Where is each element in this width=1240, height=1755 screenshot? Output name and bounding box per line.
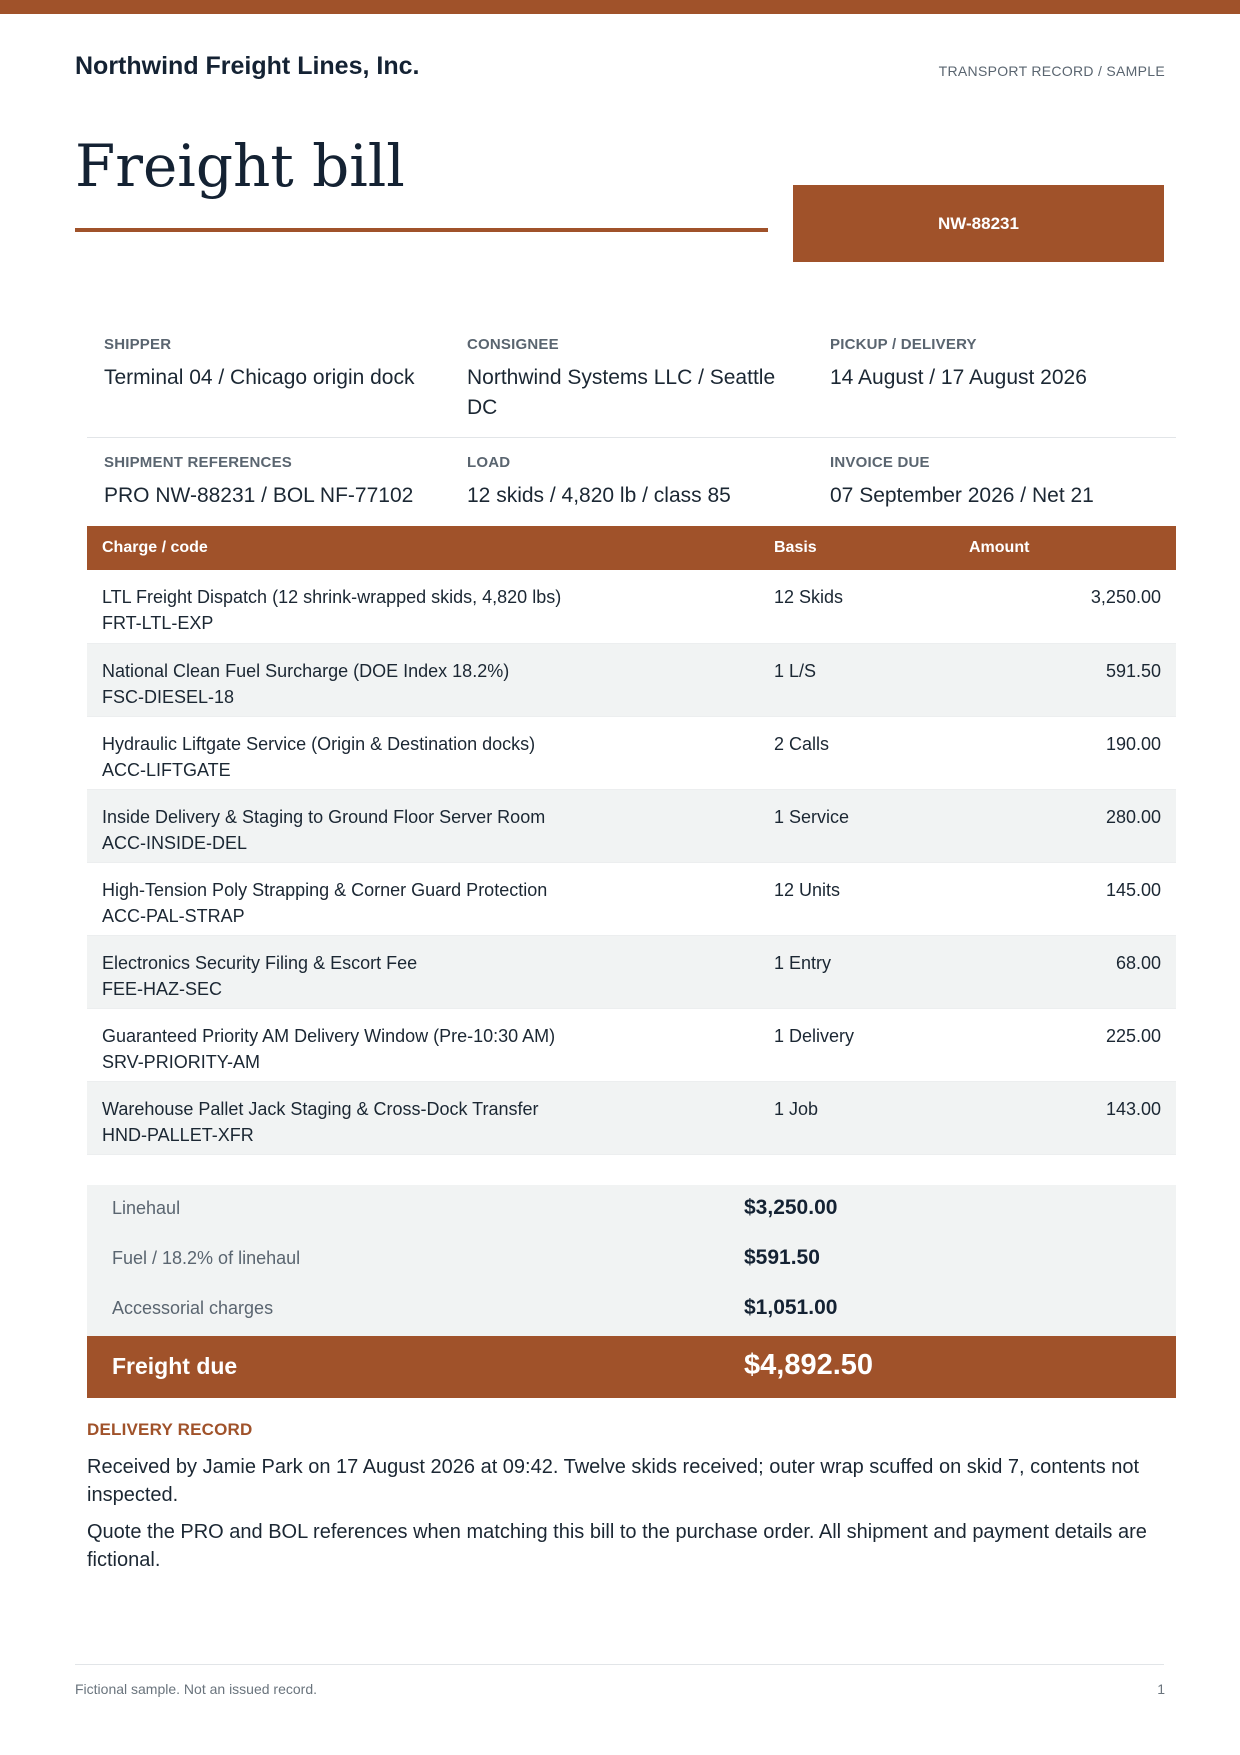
shipper-cell — [87, 336, 450, 423]
charge-code: SRV-PRIORITY-AM — [102, 1051, 261, 1072]
amount-cell: 143.00 — [954, 1081, 1176, 1154]
amount-cell: 225.00 — [954, 1008, 1176, 1081]
consignee-label: CONSIGNEE — [467, 336, 559, 353]
charge-description: LTL Freight Dispatch (12 shrink-wrapped skids, 4,820 lbs) — [102, 587, 562, 607]
page-number: 1 — [1157, 1681, 1165, 1697]
basis-cell: 1 Service — [759, 789, 954, 862]
pickup-value: 14 August / 17 August 2026 — [830, 366, 1087, 389]
page-title: Freight bill — [75, 132, 405, 200]
pro-number: NW-88231 — [938, 213, 1019, 233]
charge-code: ACC-INSIDE-DEL — [102, 832, 248, 853]
invoice-due-label: INVOICE DUE — [830, 454, 930, 471]
company-name: Northwind Freight Lines, Inc. — [75, 52, 420, 80]
title-rule — [75, 228, 768, 232]
shipment-info-row-2 — [87, 454, 1176, 511]
charge-code: ACC-PAL-STRAP — [102, 905, 245, 926]
totals-panel — [87, 1185, 1176, 1336]
amount-cell: 68.00 — [954, 935, 1176, 1008]
footer-note: Fictional sample. Not an issued record. — [75, 1681, 317, 1697]
refs-cell — [87, 454, 450, 511]
charge-cell — [87, 570, 759, 643]
amount-cell: 591.50 — [954, 643, 1176, 716]
consignee-value: Northwind Systems LLC / Seattle DC — [467, 366, 776, 419]
load-value: 12 skids / 4,820 lb / class 85 — [467, 484, 731, 507]
charge-cell — [87, 789, 759, 862]
table-row — [87, 935, 1176, 1008]
charge-cell — [87, 716, 759, 789]
charge-cell — [87, 1081, 759, 1154]
table-row — [87, 643, 1176, 716]
table-row — [87, 570, 1176, 643]
charge-code: ACC-LIFTGATE — [102, 759, 231, 780]
pickup-label: PICKUP / DELIVERY — [830, 336, 977, 353]
table-row — [87, 1081, 1176, 1154]
consignee-cell — [450, 336, 813, 423]
pickup-cell — [813, 336, 1176, 423]
basis-cell: 1 L/S — [759, 643, 954, 716]
basis-cell: 1 Entry — [759, 935, 954, 1008]
table-row — [87, 862, 1176, 935]
info-divider — [87, 437, 1176, 438]
fuel-value: $591.50 — [744, 1246, 820, 1269]
invoice-due-value: 07 September 2026 / Net 21 — [830, 484, 1094, 507]
table-row — [87, 789, 1176, 862]
charge-code: FEE-HAZ-SEC — [102, 978, 223, 999]
delivery-record-text: Received by Jamie Park on 17 August 2026 at 09:42. Twelve skids received; outer wrap scuffed on skid 7, contents not inspected. — [87, 1456, 1140, 1506]
freight-due-label: Freight due — [112, 1353, 238, 1379]
charge-description: Electronics Security Filing & Escort Fee — [102, 952, 418, 973]
fuel-label: Fuel / 18.2% of linehaul — [112, 1248, 301, 1268]
shipper-value: Terminal 04 / Chicago origin dock — [104, 366, 415, 389]
charges-header-row — [87, 526, 1176, 570]
basis-cell: 12 Skids — [759, 570, 954, 643]
charge-cell — [87, 1008, 759, 1081]
footer-rule — [75, 1664, 1164, 1665]
charge-description: Hydraulic Liftgate Service (Origin & Destination docks) — [102, 733, 536, 754]
invoice-due-cell — [813, 454, 1176, 511]
linehaul-label: Linehaul — [112, 1198, 181, 1218]
amount-cell: 190.00 — [954, 716, 1176, 789]
col-amount-header: Amount — [954, 526, 1176, 570]
charge-cell — [87, 935, 759, 1008]
charge-description: National Clean Fuel Surcharge (DOE Index 18.2%) — [102, 660, 510, 681]
col-basis-header: Basis — [759, 526, 954, 570]
fuel-row — [87, 1235, 1176, 1285]
charges-table — [87, 526, 1176, 1155]
shipment-info-row-1 — [87, 336, 1176, 423]
charge-code: HND-PALLET-XFR — [102, 1124, 254, 1145]
table-row — [87, 716, 1176, 789]
basis-cell: 12 Units — [759, 862, 954, 935]
charge-cell — [87, 643, 759, 716]
accessorial-row — [87, 1285, 1176, 1335]
basis-cell: 1 Job — [759, 1081, 954, 1154]
basis-cell: 2 Calls — [759, 716, 954, 789]
linehaul-row — [87, 1185, 1176, 1235]
reference-note: Quote the PRO and BOL references when matching this bill to the purchase order. All shipment and payment details are fictional. — [87, 1521, 1147, 1571]
charge-description: Guaranteed Priority AM Delivery Window (Pre-10:30 AM) — [102, 1025, 556, 1046]
pro-number-badge — [793, 185, 1164, 262]
top-accent-bar — [0, 0, 1240, 14]
refs-label: SHIPMENT REFERENCES — [104, 454, 292, 471]
freight-due-value: $4,892.50 — [744, 1349, 874, 1381]
table-row — [87, 1008, 1176, 1081]
shipper-label: SHIPPER — [104, 336, 172, 353]
charge-code: FSC-DIESEL-18 — [102, 686, 235, 707]
linehaul-value: $3,250.00 — [744, 1196, 838, 1219]
delivery-record-heading: DELIVERY RECORD — [87, 1420, 253, 1439]
charge-description: Warehouse Pallet Jack Staging & Cross-Dock Transfer — [102, 1098, 539, 1119]
basis-cell: 1 Delivery — [759, 1008, 954, 1081]
load-cell — [450, 454, 813, 511]
accessorial-label: Accessorial charges — [112, 1298, 274, 1318]
col-charge-header: Charge / code — [87, 526, 759, 570]
charge-code: FRT-LTL-EXP — [102, 613, 214, 633]
amount-cell: 280.00 — [954, 789, 1176, 862]
charge-description: Inside Delivery & Staging to Ground Floor Server Room — [102, 806, 546, 827]
load-label: LOAD — [467, 454, 511, 471]
accessorial-value: $1,051.00 — [744, 1296, 838, 1319]
record-tag: TRANSPORT RECORD / SAMPLE — [938, 63, 1165, 79]
charge-description: High-Tension Poly Strapping & Corner Guard Protection — [102, 879, 548, 900]
charge-cell — [87, 862, 759, 935]
refs-value: PRO NW-88231 / BOL NF-77102 — [104, 484, 414, 507]
amount-cell: 145.00 — [954, 862, 1176, 935]
amount-cell: 3,250.00 — [954, 570, 1176, 643]
freight-due-bar — [87, 1336, 1176, 1398]
